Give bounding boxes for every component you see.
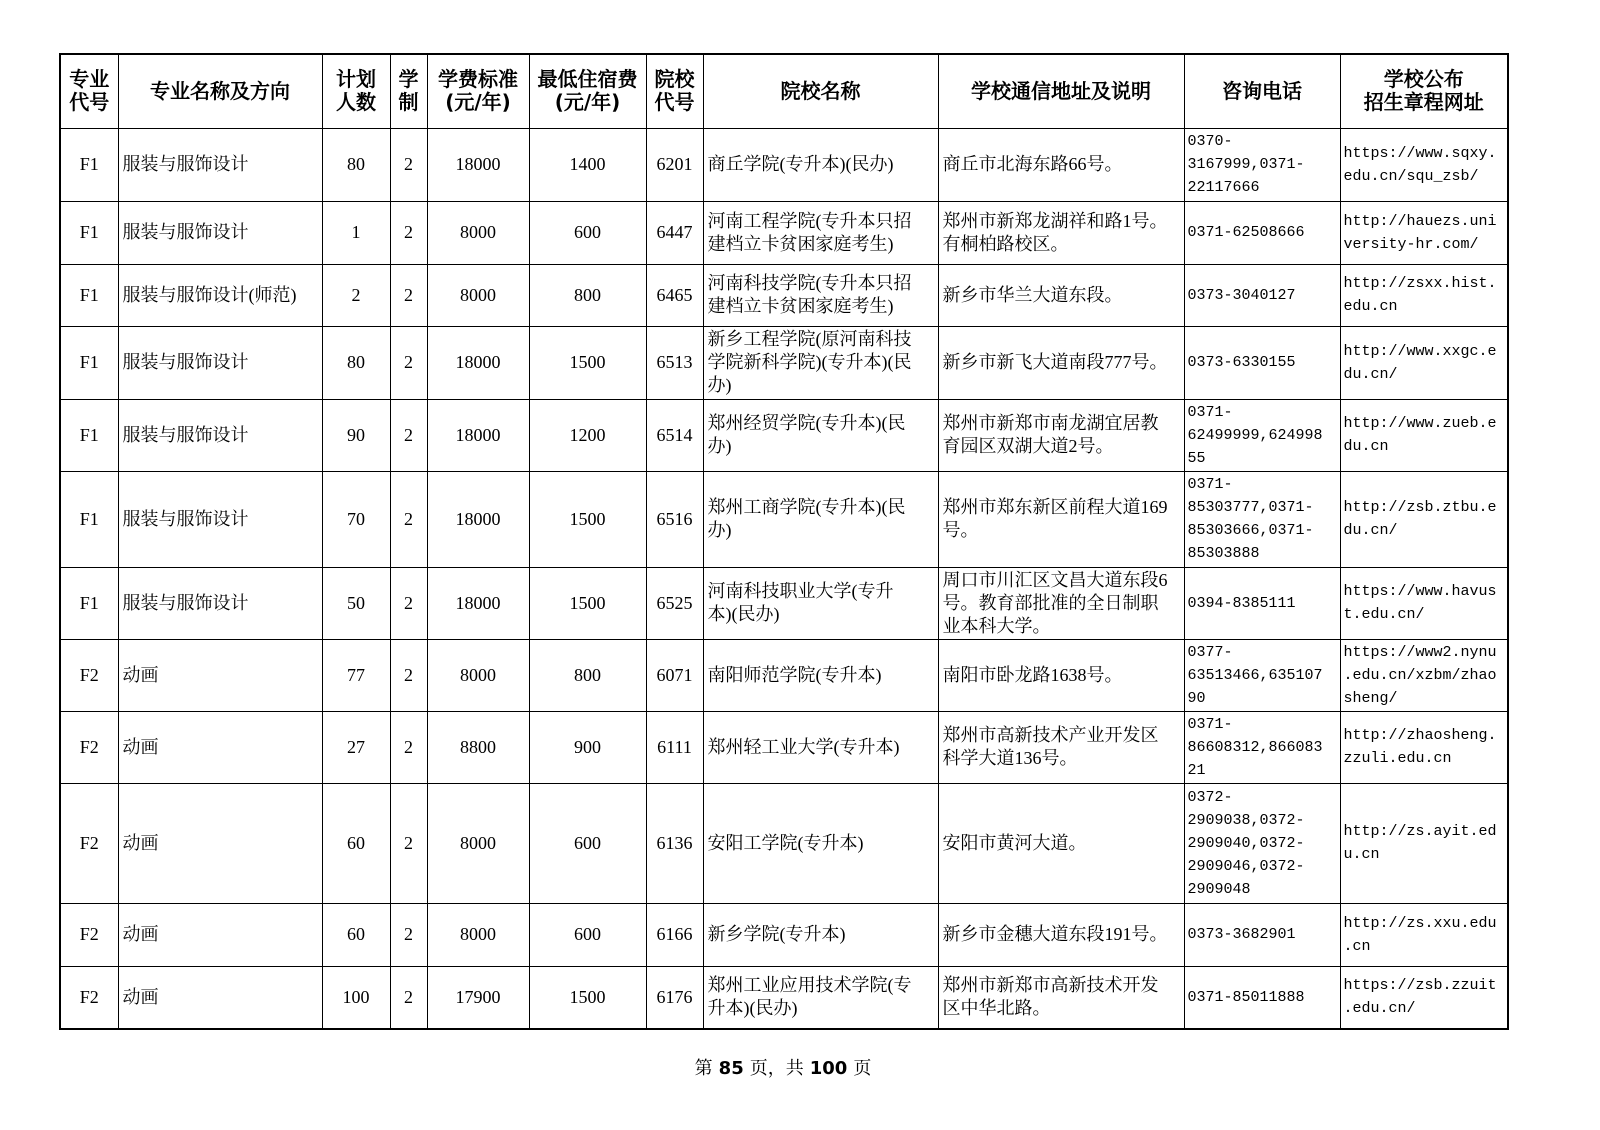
column-header-tuition: 学费标准(元/年): [427, 54, 529, 128]
duration-cell: 2: [390, 326, 427, 399]
school-code-cell: 6447: [646, 201, 703, 264]
table-body: [60, 128, 1508, 1029]
duration-cell: 2: [390, 264, 427, 326]
plan-count-cell: 70: [322, 471, 390, 567]
table-row: [60, 471, 1508, 567]
admissions-url-cell: http://zsb.ztbu.edu.cn/: [1340, 471, 1508, 567]
column-header-major-code: 专业代号: [60, 54, 118, 128]
school-code-cell: 6525: [646, 567, 703, 639]
phone-cell: 0373-3040127: [1184, 264, 1340, 326]
school-code-cell: 6071: [646, 639, 703, 711]
plan-count-cell: 60: [322, 783, 390, 903]
address-cell: 商丘市北海东路66号。: [938, 128, 1184, 201]
accommodation-fee-cell: 1500: [529, 567, 646, 639]
phone-cell: 0371-85011888: [1184, 966, 1340, 1029]
major-name-cell: 服装与服饰设计: [118, 201, 322, 264]
plan-count-cell: 100: [322, 966, 390, 1029]
duration-cell: 2: [390, 966, 427, 1029]
major-code-cell: F2: [60, 903, 118, 966]
duration-cell: 2: [390, 903, 427, 966]
plan-count-cell: 50: [322, 567, 390, 639]
duration-cell: 2: [390, 471, 427, 567]
admissions-url-cell: https://www2.nynu.edu.cn/xzbm/zhaosheng/: [1340, 639, 1508, 711]
duration-cell: 2: [390, 399, 427, 471]
accommodation-fee-cell: 1400: [529, 128, 646, 201]
major-code-cell: F1: [60, 264, 118, 326]
phone-cell: 0377-63513466,63510790: [1184, 639, 1340, 711]
school-name-cell: 郑州经贸学院(专升本)(民办): [703, 399, 938, 471]
school-name-cell: 商丘学院(专升本)(民办): [703, 128, 938, 201]
current-page-number: 85: [718, 1058, 744, 1079]
school-code-cell: 6465: [646, 264, 703, 326]
accommodation-fee-cell: 1500: [529, 471, 646, 567]
page-label-suffix: 页: [853, 1058, 872, 1078]
phone-cell: 0371-85303777,0371-85303666,0371-85303888: [1184, 471, 1340, 567]
table-row: [60, 201, 1508, 264]
admissions-url-cell: http://zs.ayit.edu.cn: [1340, 783, 1508, 903]
major-code-cell: F1: [60, 399, 118, 471]
plan-count-cell: 80: [322, 128, 390, 201]
accommodation-fee-cell: 800: [529, 639, 646, 711]
phone-cell: 0371-62499999,62499855: [1184, 399, 1340, 471]
phone-cell: 0373-3682901: [1184, 903, 1340, 966]
address-cell: 郑州市郑东新区前程大道169号。: [938, 471, 1184, 567]
major-code-cell: F2: [60, 711, 118, 783]
address-cell: 新乡市华兰大道东段。: [938, 264, 1184, 326]
school-code-cell: 6516: [646, 471, 703, 567]
table-header-row: [60, 54, 1508, 128]
phone-cell: 0370-3167999,0371-22117666: [1184, 128, 1340, 201]
plan-count-cell: 80: [322, 326, 390, 399]
plan-count-cell: 77: [322, 639, 390, 711]
major-name-cell: 服装与服饰设计: [118, 326, 322, 399]
address-cell: 周口市川汇区文昌大道东段6号。教育部批准的全日制职业本科大学。: [938, 567, 1184, 639]
tuition-cell: 8800: [427, 711, 529, 783]
school-name-cell: 新乡学院(专升本): [703, 903, 938, 966]
table-row: [60, 567, 1508, 639]
major-code-cell: F1: [60, 128, 118, 201]
address-cell: 南阳市卧龙路1638号。: [938, 639, 1184, 711]
admissions-url-cell: http://www.xxgc.edu.cn/: [1340, 326, 1508, 399]
address-cell: 安阳市黄河大道。: [938, 783, 1184, 903]
address-cell: 郑州市新郑市高新技术开发区中华北路。: [938, 966, 1184, 1029]
major-name-cell: 动画: [118, 711, 322, 783]
school-code-cell: 6176: [646, 966, 703, 1029]
accommodation-fee-cell: 1500: [529, 326, 646, 399]
table-row: [60, 399, 1508, 471]
major-name-cell: 动画: [118, 783, 322, 903]
accommodation-fee-cell: 1200: [529, 399, 646, 471]
admissions-plan-table: [59, 53, 1509, 1030]
plan-count-cell: 60: [322, 903, 390, 966]
school-code-cell: 6111: [646, 711, 703, 783]
major-name-cell: 服装与服饰设计: [118, 128, 322, 201]
school-name-cell: 河南科技学院(专升本只招建档立卡贫困家庭考生): [703, 264, 938, 326]
admissions-url-cell: http://hauezs.university-hr.com/: [1340, 201, 1508, 264]
school-name-cell: 南阳师范学院(专升本): [703, 639, 938, 711]
school-name-cell: 郑州工商学院(专升本)(民办): [703, 471, 938, 567]
tuition-cell: 18000: [427, 471, 529, 567]
admissions-url-cell: https://zsb.zzuit.edu.cn/: [1340, 966, 1508, 1029]
page-number-footer: [59, 1055, 1507, 1082]
column-header-school-code: 院校代号: [646, 54, 703, 128]
admissions-url-cell: http://zs.xxu.edu.cn: [1340, 903, 1508, 966]
admissions-url-cell: https://www.havust.edu.cn/: [1340, 567, 1508, 639]
accommodation-fee-cell: 600: [529, 903, 646, 966]
address-cell: 新乡市金穗大道东段191号。: [938, 903, 1184, 966]
tuition-cell: 8000: [427, 639, 529, 711]
table-row: [60, 711, 1508, 783]
major-code-cell: F2: [60, 966, 118, 1029]
major-name-cell: 服装与服饰设计: [118, 471, 322, 567]
table-row: [60, 639, 1508, 711]
major-name-cell: 服装与服饰设计: [118, 399, 322, 471]
column-header-address: 学校通信地址及说明: [938, 54, 1184, 128]
admissions-url-cell: http://zsxx.hist.edu.cn: [1340, 264, 1508, 326]
address-cell: 新乡市新飞大道南段777号。: [938, 326, 1184, 399]
table-row: [60, 783, 1508, 903]
school-name-cell: 河南工程学院(专升本只招建档立卡贫困家庭考生): [703, 201, 938, 264]
tuition-cell: 8000: [427, 903, 529, 966]
major-name-cell: 服装与服饰设计: [118, 567, 322, 639]
school-name-cell: 河南科技职业大学(专升本)(民办): [703, 567, 938, 639]
admissions-url-cell: http://zhaosheng.zzuli.edu.cn: [1340, 711, 1508, 783]
duration-cell: 2: [390, 711, 427, 783]
column-header-school-name: 院校名称: [703, 54, 938, 128]
school-code-cell: 6201: [646, 128, 703, 201]
duration-cell: 2: [390, 567, 427, 639]
tuition-cell: 18000: [427, 128, 529, 201]
accommodation-fee-cell: 800: [529, 264, 646, 326]
phone-cell: 0394-8385111: [1184, 567, 1340, 639]
duration-cell: 2: [390, 783, 427, 903]
page-label-prefix: 第: [694, 1058, 713, 1078]
address-cell: 郑州市新郑龙湖祥和路1号。有桐柏路校区。: [938, 201, 1184, 264]
major-code-cell: F1: [60, 471, 118, 567]
tuition-cell: 8000: [427, 201, 529, 264]
tuition-cell: 18000: [427, 326, 529, 399]
tuition-cell: 17900: [427, 966, 529, 1029]
tuition-cell: 8000: [427, 264, 529, 326]
school-code-cell: 6136: [646, 783, 703, 903]
column-header-plan-count: 计划人数: [322, 54, 390, 128]
column-header-duration: 学制: [390, 54, 427, 128]
plan-count-cell: 90: [322, 399, 390, 471]
duration-cell: 2: [390, 201, 427, 264]
column-header-admissions-url: 学校公布 招生章程网址: [1340, 54, 1508, 128]
school-code-cell: 6513: [646, 326, 703, 399]
phone-cell: 0371-86608312,86608321: [1184, 711, 1340, 783]
plan-count-cell: 27: [322, 711, 390, 783]
total-pages-number: 100: [809, 1058, 848, 1079]
school-name-cell: 郑州轻工业大学(专升本): [703, 711, 938, 783]
page-label-middle: 页，共: [749, 1058, 804, 1078]
accommodation-fee-cell: 600: [529, 783, 646, 903]
column-header-accommodation-fee: 最低住宿费(元/年): [529, 54, 646, 128]
school-code-cell: 6514: [646, 399, 703, 471]
major-code-cell: F1: [60, 201, 118, 264]
phone-cell: 0372-2909038,0372-2909040,0372-2909046,0372-2909048: [1184, 783, 1340, 903]
duration-cell: 2: [390, 639, 427, 711]
address-cell: 郑州市新郑市南龙湖宜居教育园区双湖大道2号。: [938, 399, 1184, 471]
duration-cell: 2: [390, 128, 427, 201]
column-header-phone: 咨询电话: [1184, 54, 1340, 128]
major-name-cell: 服装与服饰设计(师范): [118, 264, 322, 326]
major-code-cell: F2: [60, 639, 118, 711]
table-row: [60, 903, 1508, 966]
major-name-cell: 动画: [118, 966, 322, 1029]
school-name-cell: 安阳工学院(专升本): [703, 783, 938, 903]
phone-cell: 0371-62508666: [1184, 201, 1340, 264]
accommodation-fee-cell: 1500: [529, 966, 646, 1029]
major-code-cell: F1: [60, 567, 118, 639]
school-code-cell: 6166: [646, 903, 703, 966]
address-cell: 郑州市高新技术产业开发区科学大道136号。: [938, 711, 1184, 783]
major-code-cell: F1: [60, 326, 118, 399]
plan-count-cell: 2: [322, 264, 390, 326]
major-code-cell: F2: [60, 783, 118, 903]
plan-count-cell: 1: [322, 201, 390, 264]
school-name-cell: 郑州工业应用技术学院(专升本)(民办): [703, 966, 938, 1029]
accommodation-fee-cell: 600: [529, 201, 646, 264]
major-name-cell: 动画: [118, 903, 322, 966]
school-name-cell: 新乡工程学院(原河南科技学院新科学院)(专升本)(民办): [703, 326, 938, 399]
table-row: [60, 264, 1508, 326]
tuition-cell: 18000: [427, 567, 529, 639]
column-header-major-name: 专业名称及方向: [118, 54, 322, 128]
table-row: [60, 326, 1508, 399]
table-row: [60, 966, 1508, 1029]
tuition-cell: 8000: [427, 783, 529, 903]
table-row: [60, 128, 1508, 201]
admissions-url-cell: https://www.sqxy.edu.cn/squ_zsb/: [1340, 128, 1508, 201]
tuition-cell: 18000: [427, 399, 529, 471]
phone-cell: 0373-6330155: [1184, 326, 1340, 399]
accommodation-fee-cell: 900: [529, 711, 646, 783]
major-name-cell: 动画: [118, 639, 322, 711]
admissions-url-cell: http://www.zueb.edu.cn: [1340, 399, 1508, 471]
